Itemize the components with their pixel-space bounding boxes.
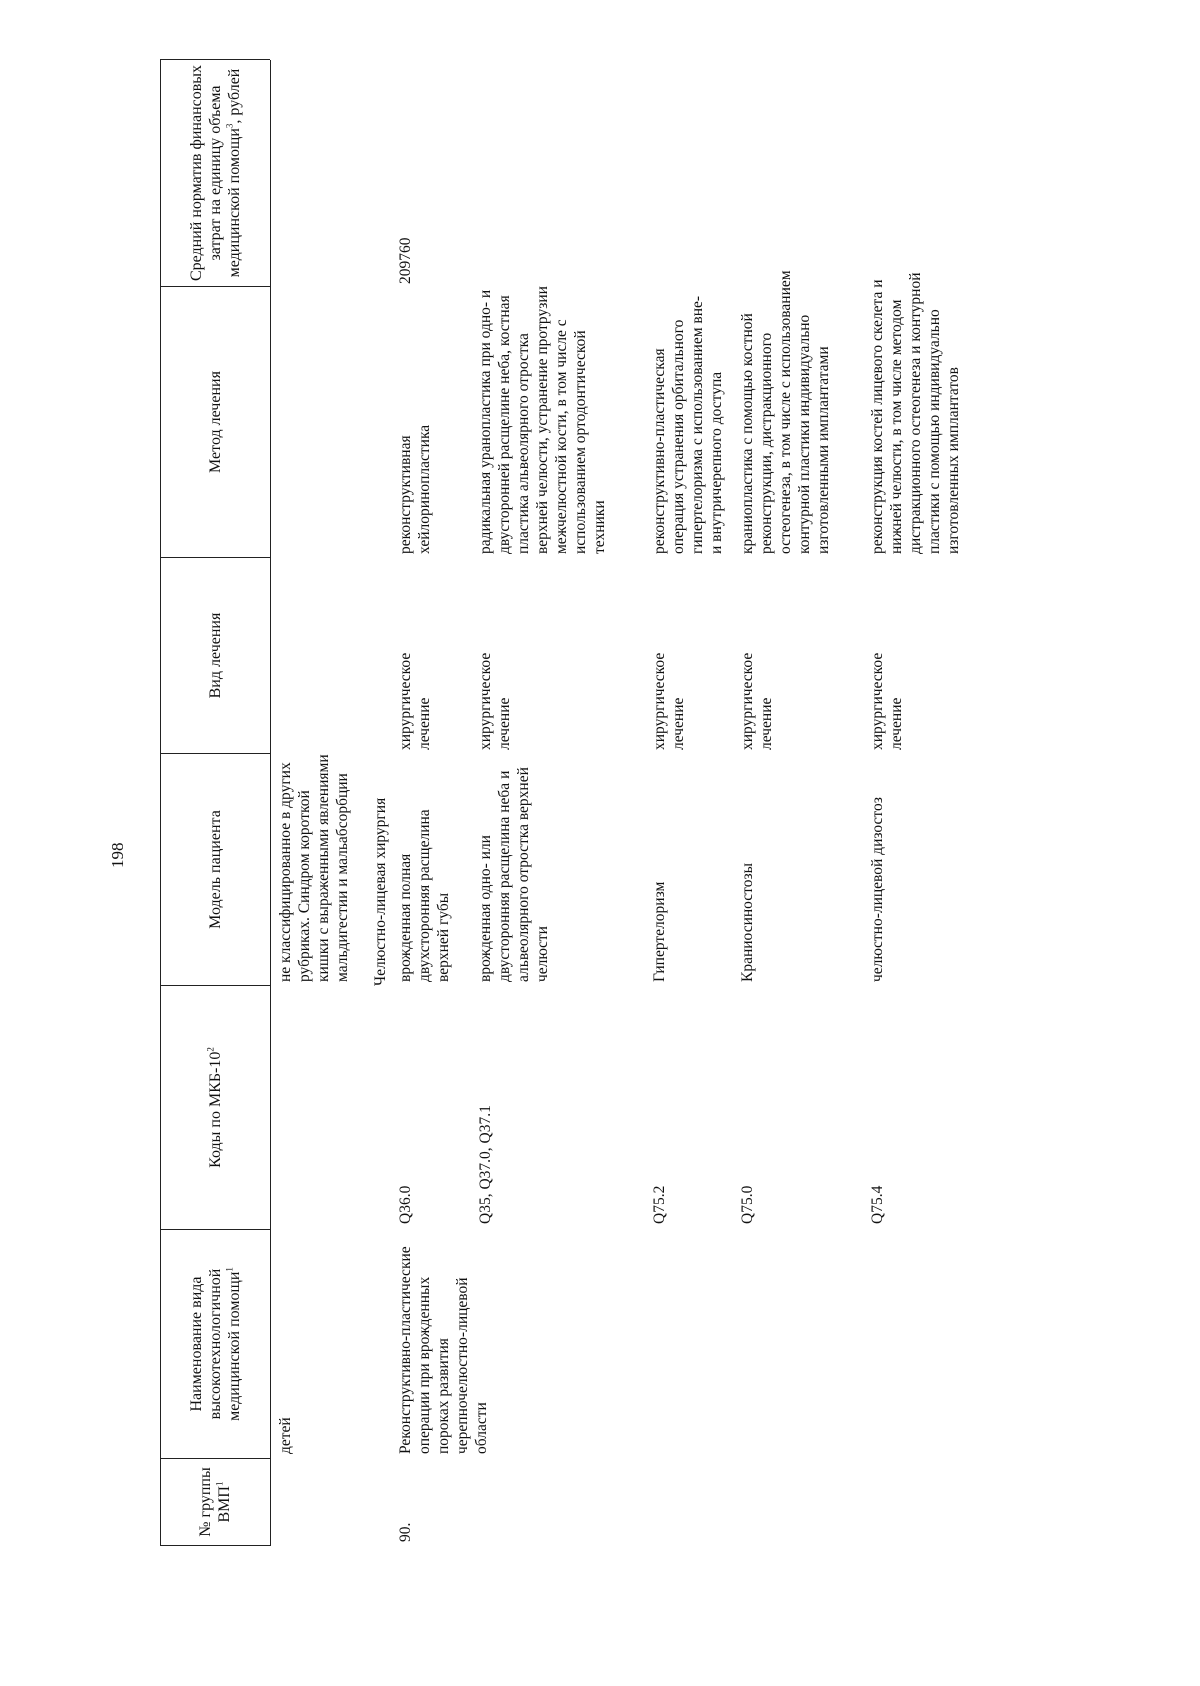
column-divider xyxy=(160,1229,270,1230)
header-group-number: № группы ВМП$^1$ xyxy=(197,1467,233,1537)
table-header-bottom-border xyxy=(270,60,271,1546)
column-divider xyxy=(160,286,270,287)
row-2-codes: Q35, Q37.0, Q37.1 xyxy=(477,1105,494,1224)
row-3-treatment-method: реконструктивно-пластическая операция устранения орбитального гипертелоризма с использованием вне- и внутричерепного доступа xyxy=(651,295,725,554)
row-1-patient-model: врожденная полная двухсторонняя расщелина верхней губы xyxy=(397,809,452,982)
row-4-treatment-type: хирургическое лечение xyxy=(739,652,775,750)
header-treatment-method: Метод лечения xyxy=(206,371,224,473)
row-5-treatment-type: хирургическое лечение xyxy=(869,652,905,750)
row-2-treatment-method: радикальная уранопластика при одно- и двусторонней расщелине неба, костная пластика альвеолярного отростка верхней челюсти, устранение протрузии межчелюстной кости, в том числе с использованием ортодонтической техники xyxy=(477,286,608,554)
group-cost: 209760 xyxy=(397,237,414,284)
column-divider xyxy=(160,1458,270,1459)
row-2-treatment-type: хирургическое лечение xyxy=(477,652,513,750)
column-divider xyxy=(160,985,270,986)
row-3-codes: Q75.2 xyxy=(651,1185,668,1224)
row-1-treatment-type: хирургическое лечение xyxy=(397,652,433,750)
continuation-name: детей xyxy=(277,1417,294,1454)
table-top-border xyxy=(160,60,161,1546)
table-right-border xyxy=(160,59,270,60)
group-name: Реконструктивно-пластические операции при врожденных пороках развития черепночелюстно-лицевой области xyxy=(397,1246,490,1454)
section-title: Челюстно-лицевая хирургия xyxy=(372,797,389,986)
row-4-codes: Q75.0 xyxy=(739,1185,756,1224)
row-3-treatment-type: хирургическое лечение xyxy=(651,652,687,750)
header-treatment-type: Вид лечения xyxy=(206,612,224,699)
row-4-treatment-method: краниопластика с помощью костной реконструкции, дистракционного остеогенеза, в том числе с использованием контурной пластики индивидуально изготовленными имплантатами xyxy=(739,270,832,554)
continuation-patient-model: не классифицированное в других рубриках. Синдром короткой кишки с выраженными явлениями мальдигестии и мальабсорбции xyxy=(277,754,351,982)
header-care-type-name: Наименование вида высокотехнологичной медицинской помощи$^1$ xyxy=(187,1267,243,1421)
row-5-patient-model: челюстно-лицевой дизостоз xyxy=(869,797,886,982)
row-5-treatment-method: реконструкция костей лицевого скелета и нижней челюсти, в том числе методом дистракционного остеогенеза и контурной пластики с помощью индивидуально изготовленных имплантатов xyxy=(869,272,962,554)
header-icd-codes: Коды по МКБ-$10^2$ xyxy=(205,1047,224,1168)
row-4-patient-model: Краниосиностозы xyxy=(739,862,756,982)
column-divider xyxy=(160,753,270,754)
header-patient-model: Модель пациента xyxy=(206,810,224,929)
row-1-treatment-method: реконструктивная хейлоринопластика xyxy=(397,424,433,554)
column-divider xyxy=(160,557,270,558)
group-number: 90. xyxy=(397,1522,414,1542)
row-2-patient-model: врожденная одно- или двусторонняя расщелина неба и альвеолярного отростка верхней челюсти xyxy=(477,767,551,982)
header-cost-standard: Средний норматив финансовых затрат на единицу объема медицинской помощи$^3$, рублей xyxy=(187,64,243,282)
row-1-codes: Q36.0 xyxy=(397,1185,414,1224)
table-left-border xyxy=(160,1545,270,1546)
row-5-codes: Q75.4 xyxy=(869,1185,886,1224)
page-number: 198 xyxy=(108,842,127,868)
row-3-patient-model: Гипертелоризм xyxy=(651,881,668,982)
